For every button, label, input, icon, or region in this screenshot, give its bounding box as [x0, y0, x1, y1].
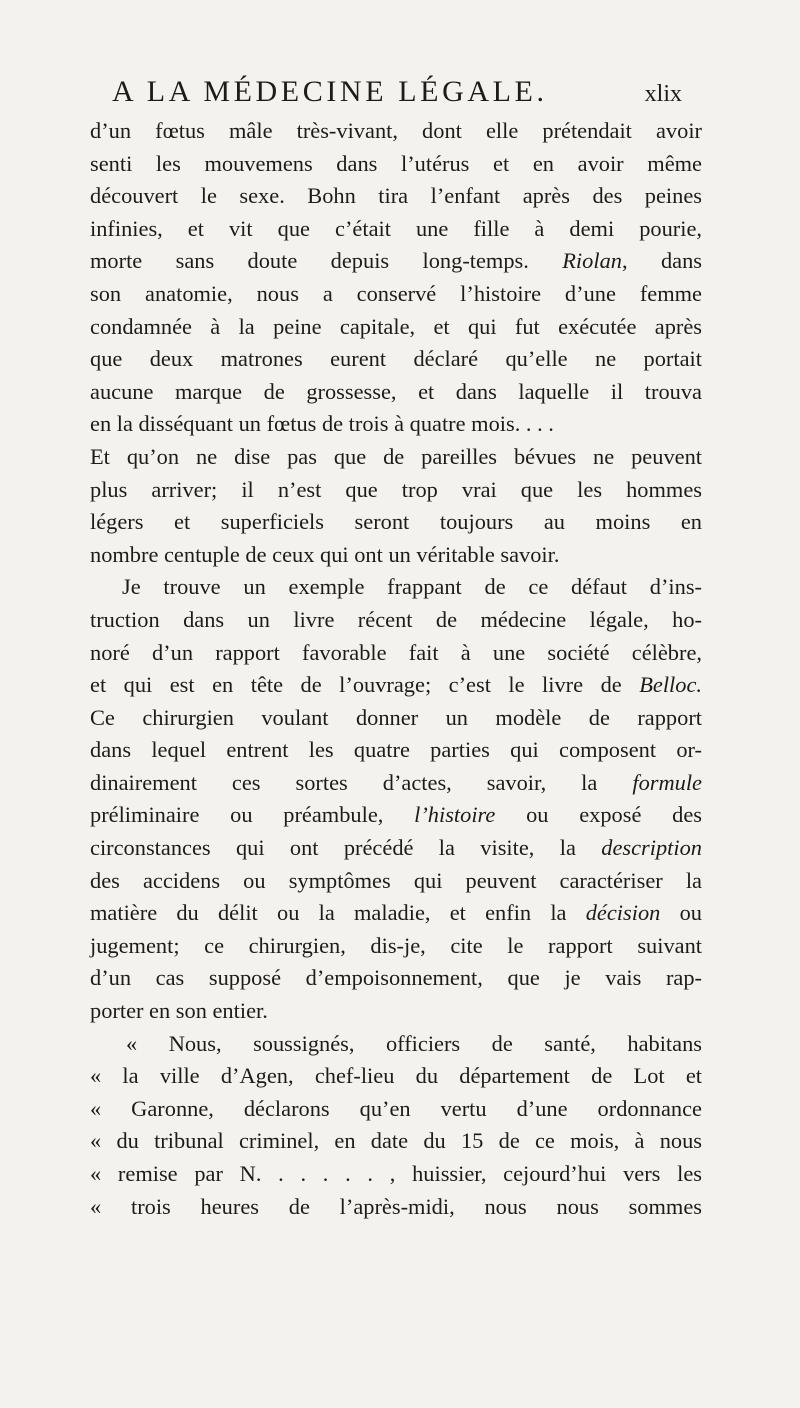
quote-line: « trois heures de l’après-midi, nous nous sommes [90, 1193, 702, 1219]
text-line: condamnée à la peine capitale, et qui fut exécutée après [90, 313, 702, 339]
italic-term-histoire: l’histoire [414, 802, 496, 828]
text-line: légers et superficiels seront toujours au moins en [90, 509, 702, 535]
text-line: jugement; ce chirurgien, dis-je, cite le rapport suivant [90, 932, 702, 958]
text-line [90, 669, 702, 702]
text-line: d’un fœtus mâle très-vivant, dont elle prétendait avoir [90, 118, 702, 143]
quote-line: « remise par N. . . . . . , huissier, cejourd’hui vers les [90, 1161, 702, 1186]
text-line: des accidens ou symptômes qui peuvent caractériser la [90, 867, 702, 893]
italic-name-riolan: Riolan [562, 248, 622, 274]
text-line: Et qu’on ne dise pas que de pareilles bévues ne peuvent [90, 443, 702, 469]
text-line: son anatomie, nous a conservé l’histoire d’une femme [90, 280, 702, 306]
text-line: en la disséquant un fœtus de trois à quatre mois. . . . [90, 411, 554, 437]
page-number: xlix [644, 81, 682, 107]
text-line: truction dans un livre récent de médecine légale, ho- [90, 606, 702, 632]
italic-term-formule: formule [632, 769, 702, 795]
text-segment: et qui est en tête de l’ouvrage; c’est le livre de [90, 672, 622, 698]
text-line: que deux matrones eurent déclaré qu’elle ne portait [90, 346, 702, 372]
body-text [90, 115, 702, 1223]
text-segment: circonstances qui ont précédé la visite, la [90, 835, 576, 861]
text-line: senti les mouvemens dans l’utérus et en avoir même [90, 150, 702, 176]
text-line: dans lequel entrent les quatre parties qui composent or- [90, 737, 702, 763]
text-line: plus arriver; il n’est que trop vrai que les hommes [90, 476, 702, 502]
text-segment: ou exposé des [495, 802, 702, 828]
text-line: d’un cas supposé d’empoisonnement, que je vais rap- [90, 965, 702, 991]
text-segment: dinairement ces sortes d’actes, savoir, la [90, 769, 598, 795]
text-segment: préliminaire ou préambule, [90, 802, 384, 828]
text-line [90, 832, 702, 865]
text-segment: ou [660, 900, 702, 926]
italic-term-decision: décision [585, 900, 661, 926]
italic-term-description: description [601, 835, 702, 861]
text-line [90, 897, 702, 930]
text-segment: morte sans doute depuis long-temps. [90, 248, 529, 274]
quote-line: « du tribunal criminel, en date du 15 de ce mois, à nous [90, 1128, 702, 1154]
text-line [90, 799, 702, 832]
text-line: noré d’un rapport favorable fait à une société célèbre, [90, 639, 702, 665]
quote-line: « la ville d’Agen, chef-lieu du département de Lot et [90, 1063, 702, 1089]
text-line: découvert le sexe. Bohn tira l’enfant après des peines [90, 183, 702, 209]
quote-line: « Nous, soussignés, officiers de santé, habitans [126, 1030, 702, 1056]
text-line: Ce chirurgien voulant donner un modèle de rapport [90, 704, 702, 730]
text-line: aucune marque de grossesse, et dans laquelle il trouva [90, 378, 702, 404]
italic-name-belloc: Belloc. [639, 672, 702, 698]
text-line: infinies, et vit que c’était une fille à demi pourie, [90, 215, 702, 241]
text-segment: matière du délit ou la maladie, et enfin la [90, 900, 567, 926]
text-segment: , dans [621, 248, 702, 274]
running-title: A LA MÉDECINE LÉGALE. [112, 75, 548, 108]
text-line: porter en son entier. [90, 998, 268, 1024]
running-head [112, 72, 682, 112]
text-line [90, 245, 702, 278]
text-line: Je trouve un exemple frappant de ce défaut d’ins- [122, 574, 702, 600]
quote-line: « Garonne, déclarons qu’en vertu d’une ordonnance [90, 1095, 702, 1121]
text-line: nombre centuple de ceux qui ont un véritable savoir. [90, 541, 560, 567]
text-line [90, 767, 702, 800]
